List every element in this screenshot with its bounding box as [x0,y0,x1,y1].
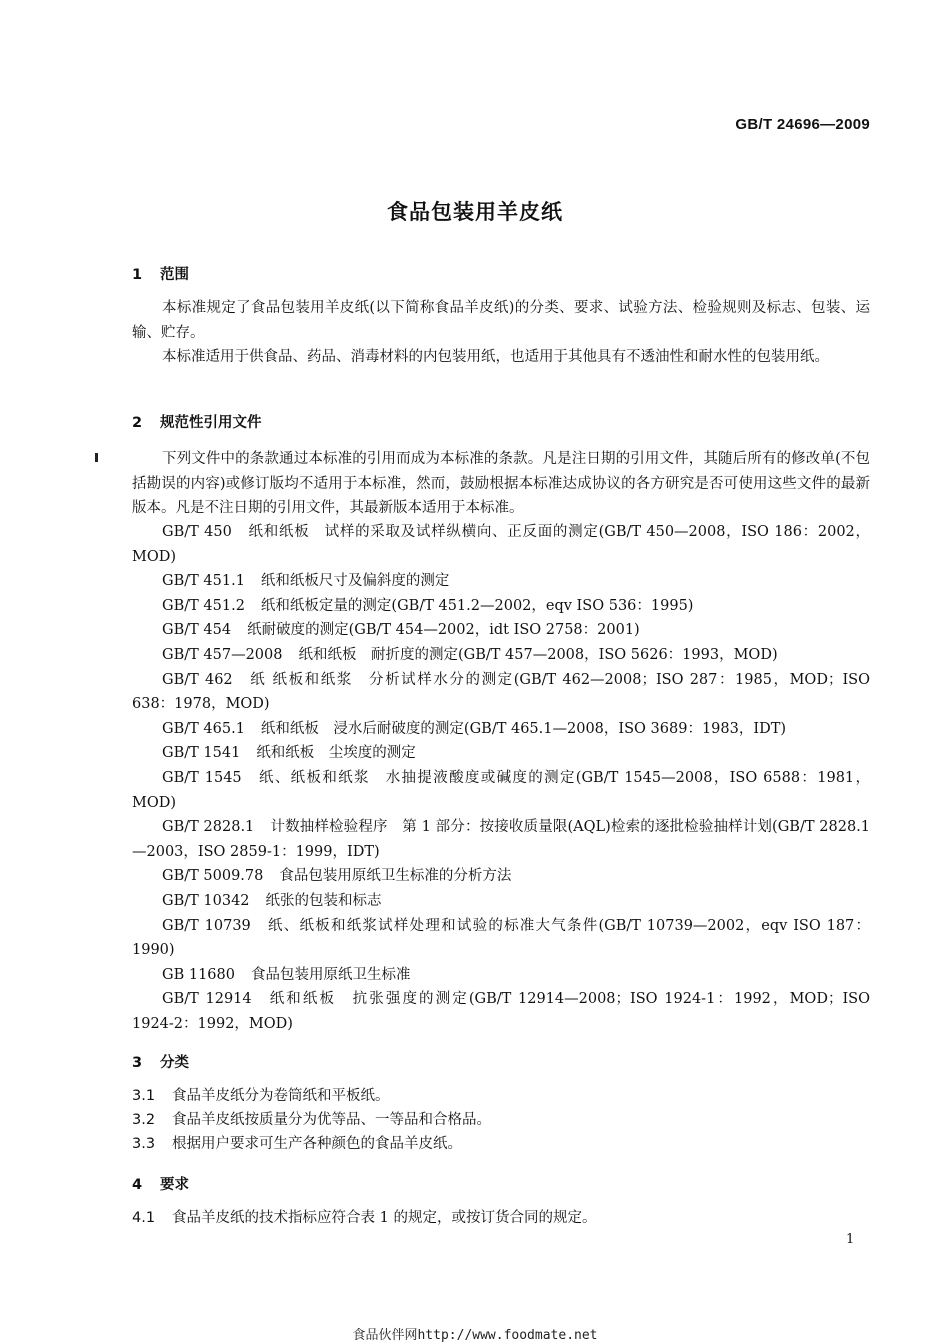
scope-text [132,296,870,370]
paragraph: 本标准适用于供食品、药品、消毒材料的内包装用纸，也适用于其他具有不透油性和耐水性的包装用纸。 [162,349,829,366]
reference-title: 纸和纸板定量的测定(GB/T 451.2—2002，eqv ISO 536：1995) [260,597,694,614]
reference-title: 纸和纸板 尘埃度的测定 [256,745,416,762]
reference-item [132,815,870,864]
reference-item [132,864,870,889]
reference-item [132,766,870,815]
reference-title: 纸和纸板 试样的采取及试样纵横向、正反面的测定(GB/T 450—2008，ISO 186：2002，MOD) [132,524,870,565]
section-title: 规范性引用文件 [160,415,262,431]
section-title: 要求 [160,1177,189,1193]
margin-mark [95,453,98,462]
section-title: 分类 [160,1055,189,1071]
footer-source: 食品伙伴网http://www.foodmate.net [352,1328,598,1343]
references-intro [132,447,870,521]
clause-text: 食品羊皮纸的技术指标应符合表 1 的规定，或按订货合同的规定。 [172,1210,597,1226]
reference-title: 食品包装用原纸卫生标准的分析方法 [279,868,512,885]
reference-item [132,668,870,717]
reference-title: 纸耐破度的测定(GB/T 454—2002，idt ISO 2758：2001) [247,622,640,639]
reference-code: GB/T 10739 [162,917,251,934]
clause-number: 3.1 [132,1088,156,1104]
clause-text: 食品羊皮纸分为卷筒纸和平板纸。 [172,1088,390,1104]
reference-item [132,618,870,643]
reference-code: GB/T 454 [162,622,232,639]
section-number: 4 [132,1177,143,1193]
reference-item [132,520,870,569]
reference-code: GB/T 12914 [162,991,252,1008]
reference-code: GB/T 10342 [162,892,250,909]
reference-title: 纸、纸板和纸浆 水抽提液酸度或碱度的测定(GB/T 1545—2008，ISO 6588：1981，MOD) [132,769,870,811]
reference-item [132,987,870,1036]
reference-code: GB/T 1541 [162,745,241,762]
reference-title: 纸和纸板 浸水后耐破度的测定(GB/T 465.1—2008，ISO 3689：1983，IDT) [260,720,787,737]
paragraph: 本标准规定了食品包装用羊皮纸(以下简称食品羊皮纸)的分类、要求、试验方法、检验规则及标志、包装、运输、贮存。 [132,300,870,341]
section-heading-requirements [132,1173,189,1194]
clause-text: 根据用户要求可生产各种颜色的食品羊皮纸。 [172,1136,462,1152]
reference-title: 纸、纸板和纸浆试样处理和试验的标准大气条件(GB/T 10739—2002，eqv ISO 187：1990) [132,917,871,959]
section-number: 3 [132,1055,143,1071]
reference-code: GB/T 5009.78 [162,868,264,885]
section-number: 2 [132,415,143,431]
reference-code: GB/T 457—2008 [162,646,283,663]
page-number: 1 [846,1232,855,1247]
reference-code: GB/T 451.2 [162,597,245,614]
reference-item [132,889,870,914]
reference-title: 纸和纸板尺寸及偏斜度的测定 [260,573,450,590]
reference-title: 纸和纸板 耐折度的测定(GB/T 457—2008，ISO 5626：1993，MOD) [298,646,778,663]
reference-item [132,717,870,742]
reference-title: 纸和纸板 抗张强度的测定(GB/T 12914—2008；ISO 1924-1：1992，MOD；ISO 1924-2：1992，MOD) [132,991,870,1032]
reference-item [132,569,870,594]
reference-list [132,520,870,1036]
section-number: 1 [132,267,143,283]
paragraph: 下列文件中的条款通过本标准的引用而成为本标准的条款。凡是注日期的引用文件，其随后所有的修改单(不包括勘误的内容)或修订版均不适用于本标准，然而，鼓励根据本标准达成协议的各方研究是否可使用这些文件的最新版本。凡是不注日期的引用文件，其最新版本适用于本标准。 [132,451,870,517]
document-title: 食品包装用羊皮纸 [387,200,563,224]
clause-item [132,1132,462,1157]
reference-code: GB/T 2828.1 [162,819,255,836]
reference-code: GB/T 1545 [162,769,242,786]
section-heading-references [132,411,262,432]
reference-title: 食品包装用原纸卫生标准 [250,966,411,983]
clause-number: 4.1 [132,1210,156,1226]
reference-title: 纸张的包装和标志 [265,892,382,909]
clause-number: 3.2 [132,1112,156,1128]
reference-item [132,914,870,963]
reference-code: GB 11680 [162,966,235,983]
reference-title: 计数抽样检验程序 第 1 部分：按接收质量限(AQL)检索的逐批检验抽样计划(GB/T 2828.1—2003，ISO 2859-1：1999，IDT) [132,819,871,860]
clause-text: 食品羊皮纸按质量分为优等品、一等品和合格品。 [172,1112,491,1128]
reference-code: GB/T 450 [162,524,232,540]
clause-item [132,1084,390,1109]
reference-title: 纸 纸板和纸浆 分析试样水分的测定(GB/T 462—2008；ISO 287：1985，MOD；ISO 638：1978，MOD) [132,671,870,713]
reference-item [132,963,870,988]
clause-number: 3.3 [132,1136,156,1152]
reference-item [132,741,870,766]
clause-item [132,1206,596,1231]
section-heading-classification [132,1051,189,1072]
reference-code: GB/T 465.1 [162,720,245,737]
section-heading-scope [132,263,189,284]
reference-item [132,643,870,668]
clause-item [132,1108,491,1133]
reference-code: GB/T 451.1 [162,573,245,590]
reference-code: GB/T 462 [162,671,233,688]
standard-code: GB/T 24696—2009 [735,116,870,133]
section-title: 范围 [160,267,189,283]
reference-item [132,594,870,619]
